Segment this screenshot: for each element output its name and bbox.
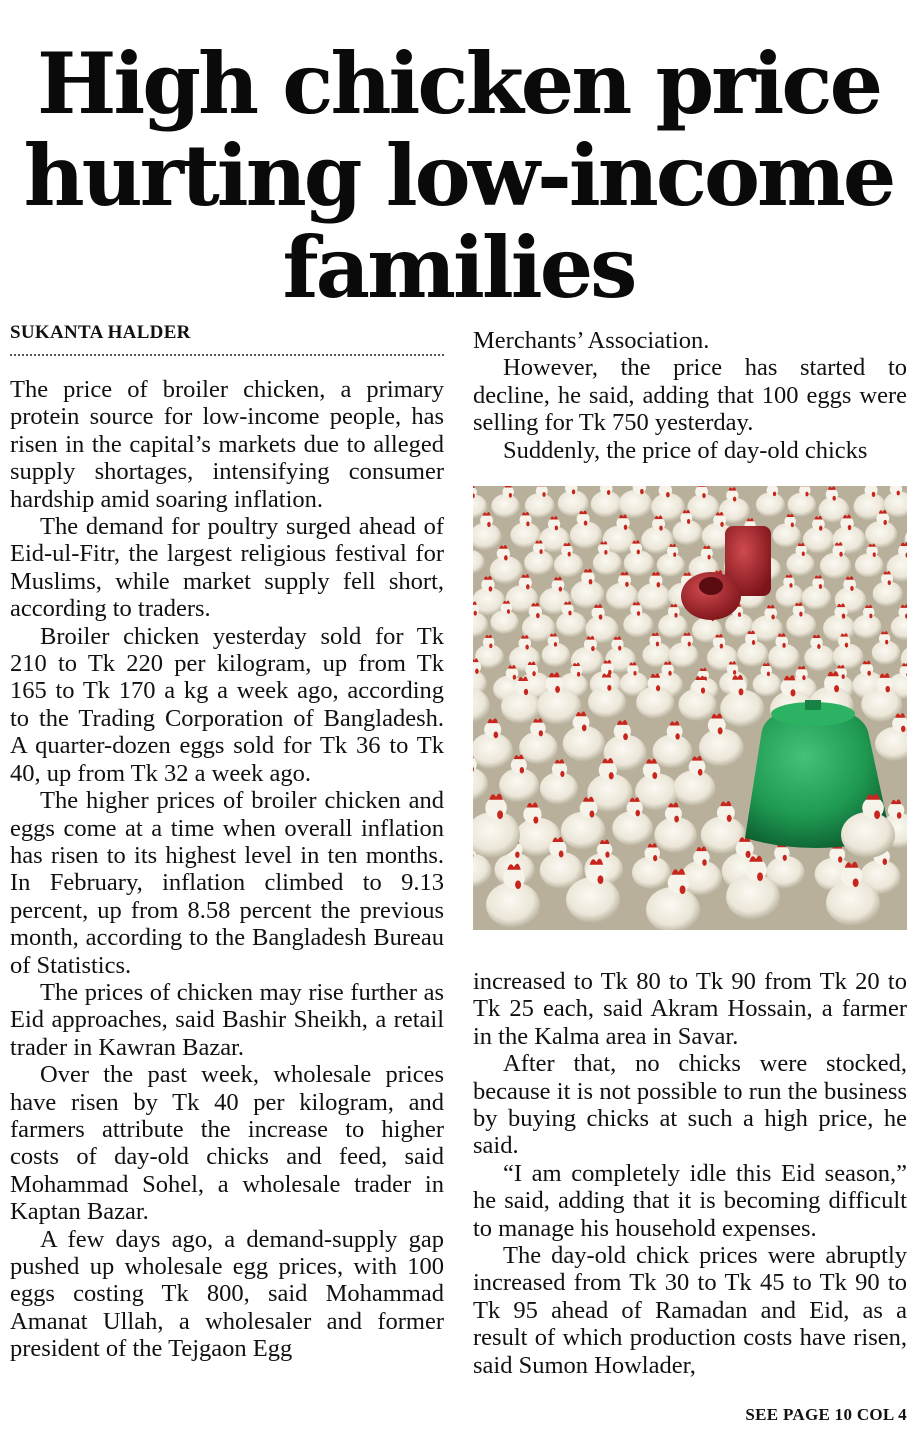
paragraph: The price of broiler chicken, a primary protein source for low-income people, has risen in the capital’s markets due to alleged supply shortages, intensifying consumer hardship amid soaring inflation. xyxy=(10,376,444,513)
paragraph: The day-old chick prices were abruptly increased from Tk 30 to Tk 45 to Tk 90 to Tk 95 ahead of Ramadan and Eid, as a result of which production costs have risen, said Sumon Howlader, xyxy=(473,1242,907,1379)
paragraph: After that, no chicks were stocked, because it is not possible to run the business by buying chicks at such a high price, he said. xyxy=(473,1050,907,1160)
paragraph: However, the price has started to decline, he said, adding that 100 eggs were selling for Tk 750 yesterday. xyxy=(473,354,907,437)
paragraph: Broiler chicken yesterday sold for Tk 210 to Tk 220 per kilogram, up from Tk 165 to Tk 170 a kg a week ago, according to the Trading Corporation of Bangladesh. A quarter-dozen eggs sold for Tk 36 to Tk 40, up from Tk 32 a week ago. xyxy=(10,622,444,787)
paragraph: “I am completely idle this Eid season,” he said, adding that it is becoming difficult to manage his household expenses. xyxy=(473,1159,907,1242)
headline-line-2: hurting low-income xyxy=(23,126,894,225)
paragraph: The demand for poultry surged ahead of Eid-ul-Fitr, the largest religious festival for Muslims, while market supply fell short, according to traders. xyxy=(10,513,444,623)
paragraph: Over the past week, wholesale prices have risen by Tk 40 per kilogram, and farmers attribute the increase to higher costs of day-old chicks and feed, said Mohammad Sohel, a wholesale trader in Kaptan Bazar. xyxy=(10,1061,444,1226)
paragraph: The prices of chicken may rise further as Eid approaches, said Bashir Sheikh, a retail trader in Kawran Bazar. xyxy=(10,978,444,1061)
paragraph-continuation: increased to Tk 80 to Tk 90 from Tk 20 to Tk 25 each, said Akram Hossain, a farmer in the Kalma area in Savar. xyxy=(473,968,907,1050)
chickens-image xyxy=(473,486,907,930)
paragraph: A few days ago, a demand-supply gap pushed up wholesale egg prices, with 100 eggs costing Tk 800, said Mohammad Amanat Ullah, a wholesaler and former president of the Tejgaon Egg xyxy=(10,1225,444,1363)
paragraph-continuation: Merchants’ Association. xyxy=(473,327,710,354)
paragraph: The higher prices of broiler chicken and eggs come at a time when overall inflation has risen to its highest level in ten months. In February, inflation climbed to 9.13 percent, up from 8.58 percent the previous month, according to the Bangladesh Bureau of Statistics. xyxy=(10,787,444,979)
byline: SUKANTA HALDER xyxy=(10,322,444,356)
headline xyxy=(0,34,917,317)
headline-line-3: families xyxy=(282,218,635,317)
article-column-2-bottom xyxy=(473,968,907,1379)
article-column-1 xyxy=(10,376,444,1363)
paragraph: Suddenly, the price of day-old chicks xyxy=(503,436,868,464)
article-column-2-top xyxy=(473,327,907,464)
headline-line-1: High chicken price xyxy=(36,34,881,133)
jump-line: SEE PAGE 10 COL 4 xyxy=(745,1405,907,1424)
poultry-farm-photo xyxy=(473,486,907,930)
